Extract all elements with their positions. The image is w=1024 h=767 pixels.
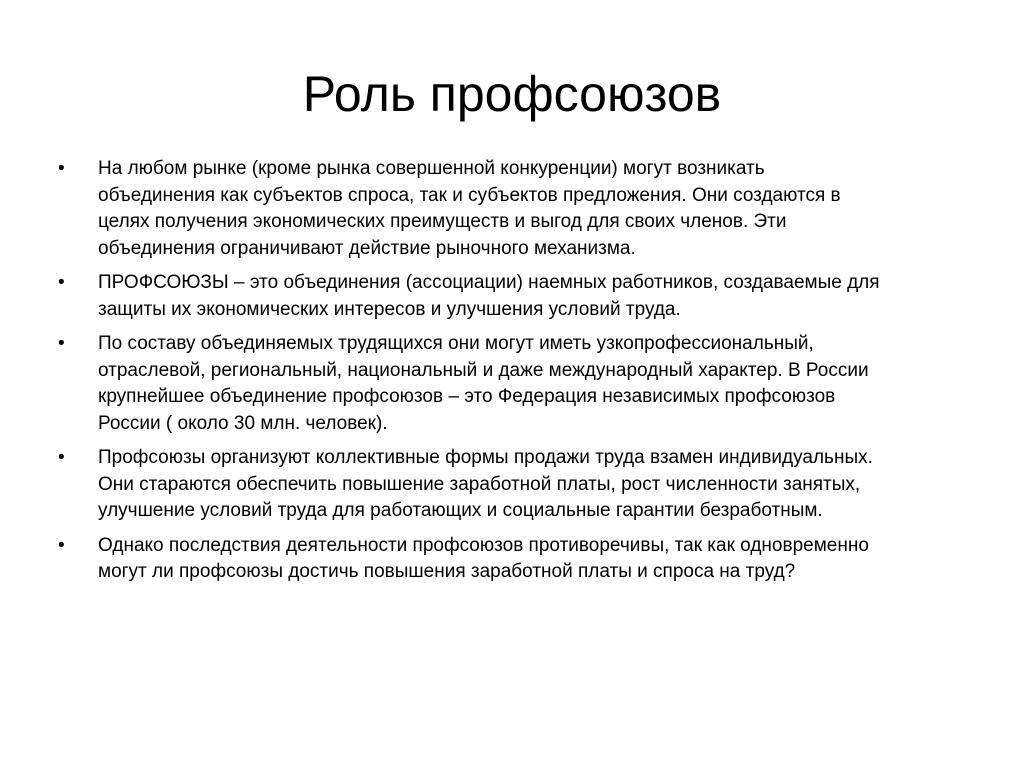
bullet-text: Профсоюзы организуют коллективные формы продажи труда взамен индивидуальных. Они стараются обеспечить повышение заработной платы, рост численности занятых, улучшение условий труда для работающих и социальные гарантии безработным. bbox=[98, 447, 873, 521]
bullet-item bbox=[58, 533, 958, 586]
bullet-icon: • bbox=[58, 447, 65, 468]
bullet-icon: • bbox=[58, 272, 65, 293]
bullet-icon: • bbox=[58, 333, 65, 354]
bullet-text: По составу объединяемых трудящихся они могут иметь узкопрофессиональный, отраслевой, региональный, национальный и даже международный характер. В России крупнейшее объединение профсоюзов – это Федерация независимых профсоюзов России ( около 30 млн. человек). bbox=[98, 333, 869, 434]
bullet-icon: • bbox=[58, 534, 65, 556]
bullet-text: На любом рынке (кроме рынка совершенной конкуренции) могут возникать объединения как субъектов спроса, так и субъектов предложения. Они создаются в целях получения экономических преимуществ и выгод для своих членов. Эти объединения ограничивают действие рыночного механизма. bbox=[98, 158, 841, 259]
bullet-item bbox=[58, 156, 958, 262]
bullet-item bbox=[58, 270, 958, 323]
bullet-text: ПРОФСОЮЗЫ – это объединения (ассоциации) наемных работников, создаваемые для защиты их экономических интересов и улучшения условий труда. bbox=[98, 272, 880, 320]
bullet-text: Однако последствия деятельности профсоюзов противоречивы, так как одновременно могут ли профсоюзы достичь повышения заработной платы и спроса на труд? bbox=[98, 534, 869, 582]
bullet-item bbox=[58, 331, 958, 437]
slide-title: Роль профсоюзов bbox=[302, 66, 722, 122]
bullet-icon: • bbox=[58, 158, 65, 179]
bullet-list bbox=[58, 156, 958, 594]
bullet-item bbox=[58, 445, 958, 525]
